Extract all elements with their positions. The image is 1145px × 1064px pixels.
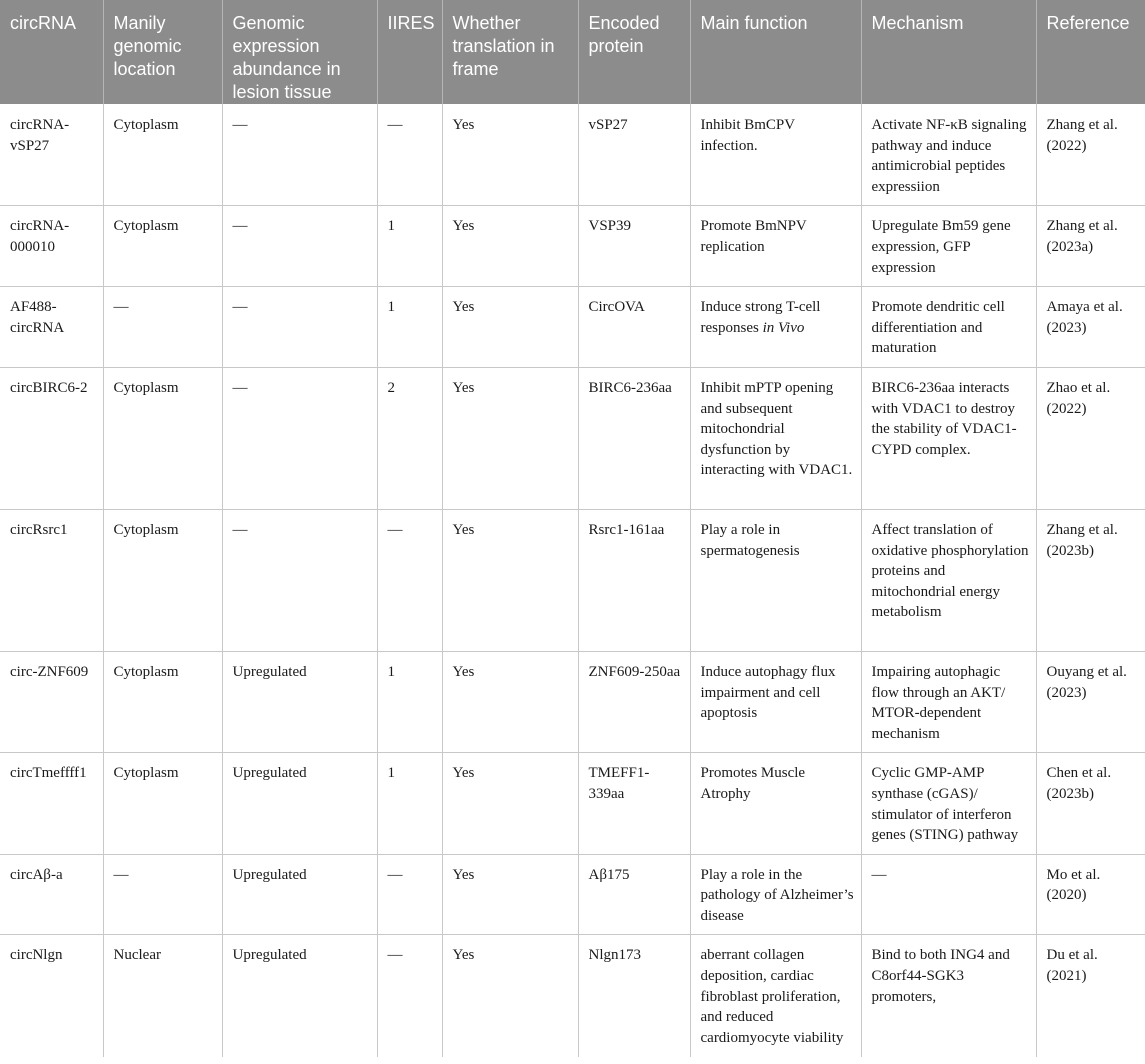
cell-circrna: circRsrc1	[0, 509, 103, 651]
cell-protein: BIRC6-236aa	[578, 367, 690, 509]
cell-reference: Amaya et al. (2023)	[1036, 287, 1145, 368]
function-text: Play a role in the pathology of Alzheimer’s disease	[700, 866, 854, 924]
cell-reference: Chen et al. (2023b)	[1036, 753, 1145, 854]
cell-reference: Ouyang et al. (2023)	[1036, 651, 1145, 752]
cell-abundance: —	[222, 104, 377, 206]
cell-protein: VSP39	[578, 206, 690, 287]
cell-mechanism: Affect translation of oxidative phosphorylation proteins and mitochondrial energy metabolism	[861, 509, 1036, 651]
cell-protein: Aβ175	[578, 854, 690, 935]
cell-function	[690, 753, 861, 854]
cell-location: Cytoplasm	[103, 104, 222, 206]
table-row	[0, 935, 1145, 1057]
cell-abundance: —	[222, 206, 377, 287]
cell-reference: Du et al. (2021)	[1046, 947, 1098, 985]
header-ires: IIRES	[377, 0, 442, 104]
cell-mechanism: BIRC6-236aa interacts with VDAC1 to destroy the stability of VDAC1-CYPD complex.	[861, 367, 1036, 509]
cell-location: Cytoplasm	[103, 206, 222, 287]
cell-circrna: circAβ-a	[0, 854, 103, 935]
cell-reference: Zhang et al. (2022)	[1036, 104, 1145, 206]
function-text: Induce strong T-cell responses	[700, 299, 821, 336]
cell-location: Cytoplasm	[103, 509, 222, 651]
cell-circrna: circTmeffff1	[0, 753, 103, 854]
cell-function	[690, 367, 861, 509]
cell-function	[690, 206, 861, 287]
cell-circrna: circNlgn	[0, 935, 103, 1057]
table-row	[0, 509, 1145, 651]
table-row	[0, 651, 1145, 752]
cell-in-frame: Yes	[442, 104, 578, 206]
cell-abundance: —	[222, 509, 377, 651]
cell-location: —	[103, 287, 222, 368]
cell-in-frame: Yes	[442, 367, 578, 509]
function-text: Induce autophagy flux impairment and cell apoptosis	[700, 663, 836, 722]
header-abundance: Genomic expression abundance in lesion tissue	[222, 0, 377, 104]
cell-function	[690, 935, 861, 1057]
function-text: Play a role in spermatogenesis	[700, 521, 800, 559]
cell-protein: Nlgn173	[578, 935, 690, 1057]
cell-ires: —	[377, 104, 442, 206]
cell-function	[690, 651, 861, 752]
cell-protein: TMEFF1-339aa	[578, 753, 690, 854]
cell-mechanism: Cyclic GMP-AMP synthase (cGAS)/ stimulator of interferon genes (STING) pathway	[861, 753, 1036, 854]
cell-location: Cytoplasm	[103, 753, 222, 854]
cell-protein: CircOVA	[578, 287, 690, 368]
cell-protein: vSP27	[578, 104, 690, 206]
cell-in-frame: Yes	[442, 854, 578, 935]
cell-function	[690, 104, 861, 206]
table-row	[0, 753, 1145, 854]
function-text: Inhibit mPTP opening and subsequent mitochondrial dysfunction by interacting with VDAC1.	[700, 379, 853, 479]
header-reference: Reference	[1036, 0, 1145, 104]
cell-protein: ZNF609-250aa	[578, 651, 690, 752]
cell-ires: —	[377, 854, 442, 935]
cell-abundance: Upregulated	[222, 651, 377, 752]
header-row	[0, 0, 1145, 104]
header-in-frame: Whether translation in frame	[442, 0, 578, 104]
cell-mechanism: Impairing autophagic flow through an AKT/ MTOR-dependent mechanism	[861, 651, 1036, 752]
cell-reference: Zhang et al. (2023b)	[1036, 509, 1145, 651]
cell-in-frame: Yes	[442, 206, 578, 287]
header-function: Main function	[690, 0, 861, 104]
function-text: Inhibit BmCPV infection.	[700, 117, 795, 154]
cell-ires: 1	[377, 206, 442, 287]
cell-function	[690, 509, 861, 651]
cell-location: Cytoplasm	[103, 651, 222, 752]
table-row	[0, 854, 1145, 935]
cell-location: Cytoplasm	[103, 367, 222, 509]
cell-in-frame: Yes	[442, 651, 578, 752]
table-row	[0, 287, 1145, 368]
table-row	[0, 206, 1145, 287]
cell-abundance: Upregulated	[222, 854, 377, 935]
function-text: Promotes Muscle Atrophy	[700, 765, 806, 802]
function-text: Promote BmNPV replication	[700, 218, 807, 255]
cell-circrna: circRNA-000010	[0, 206, 103, 287]
cell-abundance: Upregulated	[222, 935, 377, 1057]
function-text: aberrant collagen deposition, cardiac fibroblast proliferation, and reduced cardiomyocyte viability	[700, 947, 844, 1046]
cell-mechanism: Bind to both ING4 and C8orf44-SGK3 promoters,	[861, 935, 1036, 1057]
cell-ires: —	[377, 935, 442, 1057]
cell-reference: Zhang et al. (2023a)	[1036, 206, 1145, 287]
cell-abundance: —	[222, 287, 377, 368]
cell-mechanism: Promote dendritic cell differentiation and maturation	[861, 287, 1036, 368]
header-mechanism: Mechanism	[861, 0, 1036, 104]
cell-circrna: circRNA-vSP27	[0, 104, 103, 206]
cell-mechanism: Upregulate Bm59 gene expression, GFP expression	[861, 206, 1036, 287]
table-row	[0, 367, 1145, 509]
cell-ires: 1	[377, 753, 442, 854]
cell-in-frame: Yes	[442, 753, 578, 854]
cell-ires: —	[377, 509, 442, 651]
cell-protein: Rsrc1-161aa	[578, 509, 690, 651]
cell-reference: Zhao et al. (2022)	[1036, 367, 1145, 509]
cell-reference: Mo et al. (2020)	[1036, 854, 1145, 935]
cell-in-frame: Yes	[442, 287, 578, 368]
cell-function	[690, 287, 861, 368]
cell-mechanism: —	[861, 854, 1036, 935]
cell-circrna: circ-ZNF609	[0, 651, 103, 752]
table-row	[0, 104, 1145, 206]
header-location: Manily genomic location	[103, 0, 222, 104]
function-italic-text: in Vivo	[762, 319, 805, 336]
cell-abundance: —	[222, 367, 377, 509]
header-protein: Encoded protein	[578, 0, 690, 104]
cell-mechanism: Activate NF-κB signaling pathway and induce antimicrobial peptides expressiion	[861, 104, 1036, 206]
cell-in-frame: Yes	[442, 935, 578, 1057]
cell-ires: 1	[377, 287, 442, 368]
cell-in-frame: Yes	[442, 509, 578, 651]
cell-ires: 2	[377, 367, 442, 509]
cell-circrna: circBIRC6-2	[0, 367, 103, 509]
cell-ires: 1	[377, 651, 442, 752]
cell-abundance: Upregulated	[222, 753, 377, 854]
cell-location: Nuclear	[103, 935, 222, 1057]
header-circrna: circRNA	[0, 0, 103, 104]
cell-circrna: AF488-circRNA	[0, 287, 103, 368]
cell-location: —	[103, 854, 222, 935]
cell-function	[690, 854, 861, 935]
